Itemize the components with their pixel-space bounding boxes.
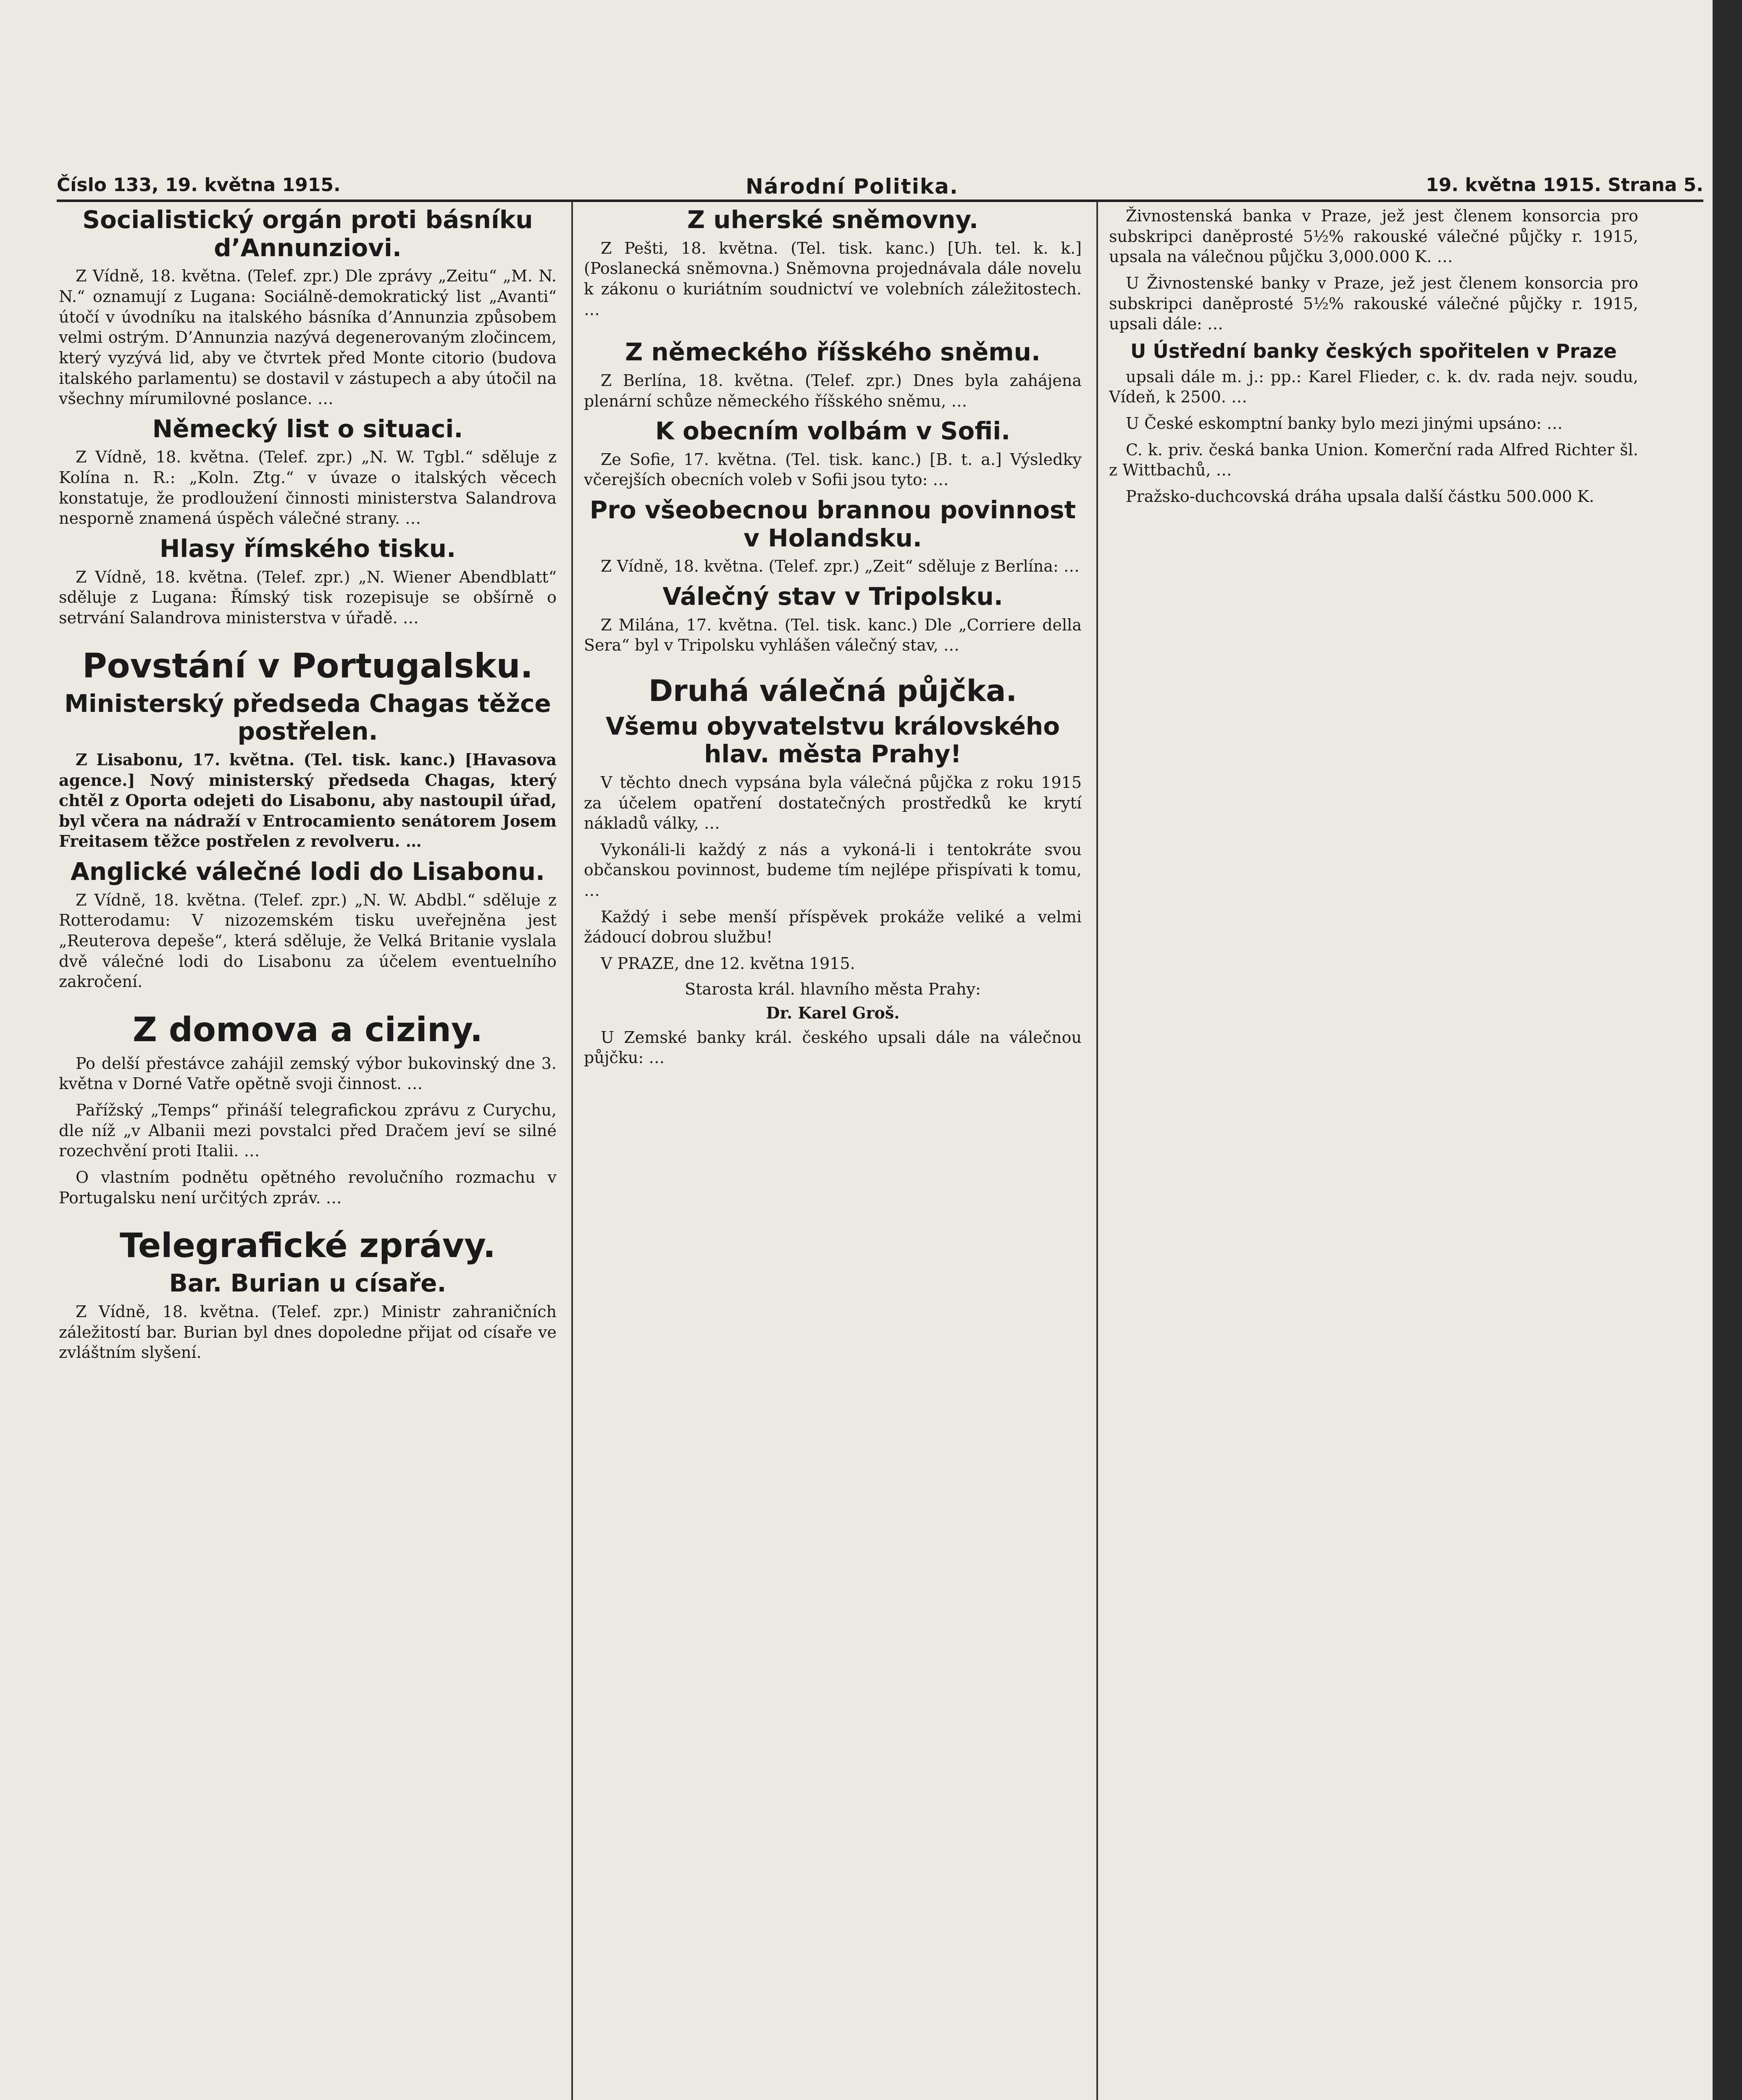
section-title: Z domova a ciziny. (132, 1010, 483, 1049)
article-paragraph: Každý i sebe menší příspěvek prokáže veliké a velmi žádoucí dobrou službu! (584, 907, 1082, 947)
article-paragraph: Z Vídně, 18. května. (Telef. zpr.) „N. W. Tgbl.“ sděluje z Kolína n. R.: „Koln. Ztg.“ v úvaze o italských věcech konstatuje, že prodloužení činnosti ministerstva Salandrova nesporně znamená úspěch válečné strany. … (59, 448, 557, 528)
article-paragraph: U České eskomptní banky bylo mezi jinými upsáno: … (1126, 414, 1563, 433)
article-paragraph: Ze Sofie, 17. května. (Tel. tisk. kanc.) [B. t. a.] Výsledky včerejších obecních voleb v Sofii jsou tyto: … (584, 450, 1082, 489)
section-title: Druhá válečná půjčka. (649, 674, 1017, 708)
article-paragraph: U Zemské banky král. českého upsali dále na válečnou půjčku: … (584, 1028, 1082, 1067)
article-subtitle: Všemu obyvatelstvu královského hlav. města Prahy! (605, 711, 1060, 769)
article-title: Socialistický orgán proti básníku d’Annunziovi. (82, 206, 533, 262)
article-paragraph: C. k. priv. česká banka Union. Komerční rada Alfred Richter šl. z Wittbachů, … (1109, 440, 1638, 480)
article-paragraph: Z Lisabonu, 17. května. (Tel. tisk. kanc.) [Havasova agence.] Nový ministerský předseda Chagas, který chtěl z Oporta odejeti do Lisabonu, aby nastoupil úřad, byl včera na nádraží v Entrocamiento senátorem Josem Freitasem těžce postřelen z revolveru. … (59, 750, 557, 851)
article-paragraph: Z Vídně, 18. května. (Telef. zpr.) Ministr zahraničních záležitostí bar. Burian byl dnes dopoledne přijat od císaře ve zvláštním slyšení. (59, 1302, 557, 1362)
article-paragraph: Z Vídně, 18. května. (Telef. zpr.) „N. Wiener Abendblatt“ sděluje z Lugana: Římský tisk rozepisuje se obšírně o setrvání Salandrova ministerstva v úřadě. … (59, 567, 557, 627)
column-divider (571, 202, 573, 2100)
article-paragraph: Živnostenská banka v Praze, jež jest členem konsorcia pro subskripci daněprosté 5½% rakouské válečné půjčky r. 1915, upsala na válečnou půjčku 3,000.000 K. … (1109, 207, 1638, 266)
article-title: Německý list o situaci. (152, 414, 463, 443)
article-paragraph: V těchto dnech vypsána byla válečná půjčka z roku 1915 za účelem opatření dostatečných prostředků ke krytí nákladů války, … (584, 773, 1082, 833)
article-paragraph: Pražsko-duchcovská dráha upsala další částku 500.000 K. (1126, 487, 1595, 506)
issue-number: Číslo 133, 19. května 1915. (57, 174, 341, 196)
article-title: Anglické válečné lodi do Lisabonu. (70, 857, 545, 886)
article-subtitle: Bar. Burian u císaře. (169, 1269, 447, 1298)
article-title: Válečný stav v Tripolsku. (662, 582, 1003, 611)
article-paragraph: Po delší přestávce zahájil zemský výbor bukovinský dne 3. května v Dorné Vatře opětně svoji činnost. … (59, 1054, 557, 1093)
page-edge (1713, 0, 1742, 2100)
column-3 (1109, 206, 1638, 2100)
article-paragraph: Z Pešti, 18. května. (Tel. tisk. kanc.) [Uh. tel. k. k.] (Poslanecká sněmovna.) Sněmovna projednávala dále novelu k zákonu o kuriátním soudnictví ve volebních záležitostech. … (584, 239, 1082, 319)
article-paragraph: Z Vídně, 18. května. (Telef. zpr.) Dle zprávy „Zeitu“ „M. N. N.“ oznamují z Lugana: Sociálně-demokratický list „Avanti“ útočí v úvodníku na italského básníka d’Annunzia způsobem velmi ostrým. D’Annunzia nazývá degenerovaným zločincem, který vyzývá lid, aby ve čtvrtek před Monte citorio (budova italského parlamentu) se dostavil v zástupech a aby útočil na všechny mírumilovné poslance. … (59, 267, 557, 408)
article-paragraph: Z Milána, 17. května. (Tel. tisk. kanc.) Dle „Corriere della Sera“ byl v Tripolsku vyhlášen válečný stav, … (584, 615, 1082, 655)
article-paragraph: O vlastním podnětu opětného revolučního rozmachu v Portugalsku není určitých zpráv. … (59, 1168, 557, 1207)
article-paragraph: Z Vídně, 18. května. (Telef. zpr.) „Zeit“ sděluje z Berlína: … (601, 557, 1080, 576)
article-title: Pro všeobecnou brannou povinnost v Holandsku. (589, 496, 1076, 552)
article-title: Povstání v Portugalsku. (82, 646, 533, 685)
article-paragraph: Vykonáli-li každý z nás a vykoná-li i tentokráte svou občanskou povinnost, budeme tím nejlépe přispívati k tomu, … (584, 840, 1082, 900)
article-subtitle: Ministerský předseda Chagas těžce postřelen. (64, 689, 551, 746)
section-title: Telegrafické zprávy. (119, 1226, 496, 1265)
article-title: Z uherské sněmovny. (687, 206, 978, 234)
newspaper-title: Národní Politika. (746, 174, 959, 199)
article-paragraph: U Živnostenské banky v Praze, jež jest členem konsorcia pro subskripci daněprosté 5½% rakouské válečné půjčky r. 1915, upsali dále: … (1109, 273, 1638, 333)
column-2 (584, 206, 1082, 2100)
article-paragraph: Z Berlína, 18. května. (Telef. zpr.) Dnes byla zahájena plenární schůze německého říšského sněmu, … (584, 371, 1082, 410)
article-paragraph: Pařížský „Temps“ přináší telegrafickou zprávu z Curychu, dle níž „v Albanii mezi povstalci před Dračem jeví se silné rozechvění proti Italii. … (59, 1101, 557, 1160)
article-title: Hlasy římského tisku. (159, 534, 456, 563)
article-title: K obecním volbám v Sofii. (655, 417, 1011, 446)
masthead (57, 174, 1703, 202)
signature-name: Dr. Karel Groš. (766, 1003, 900, 1022)
signature-line: Starosta král. hlavního města Prahy: (685, 979, 981, 998)
article-title: U Ústřední banky českých spořitelen v Praze (1130, 339, 1617, 362)
column-1 (59, 206, 557, 2100)
article-date: V PRAZE, dne 12. května 1915. (601, 954, 855, 973)
article-paragraph: Z Vídně, 18. května. (Telef. zpr.) „N. W. Abdbl.“ sděluje z Rotterodamu: V nizozemském tisku uveřejněna jest „Reuterova depeše“, která sděluje, že Velká Britanie vyslala dvě válečné lodi do Lisabonu za účelem eventuelního zakročení. (59, 890, 557, 991)
article-title: Z německého říšského sněmu. (625, 338, 1040, 367)
page-date: 19. května 1915. Strana 5. (1426, 174, 1703, 196)
article-paragraph: upsali dále m. j.: pp.: Karel Flieder, c. k. dv. rada nejv. soudu, Vídeň, k 2500. … (1109, 367, 1638, 407)
column-divider (1096, 202, 1098, 2100)
